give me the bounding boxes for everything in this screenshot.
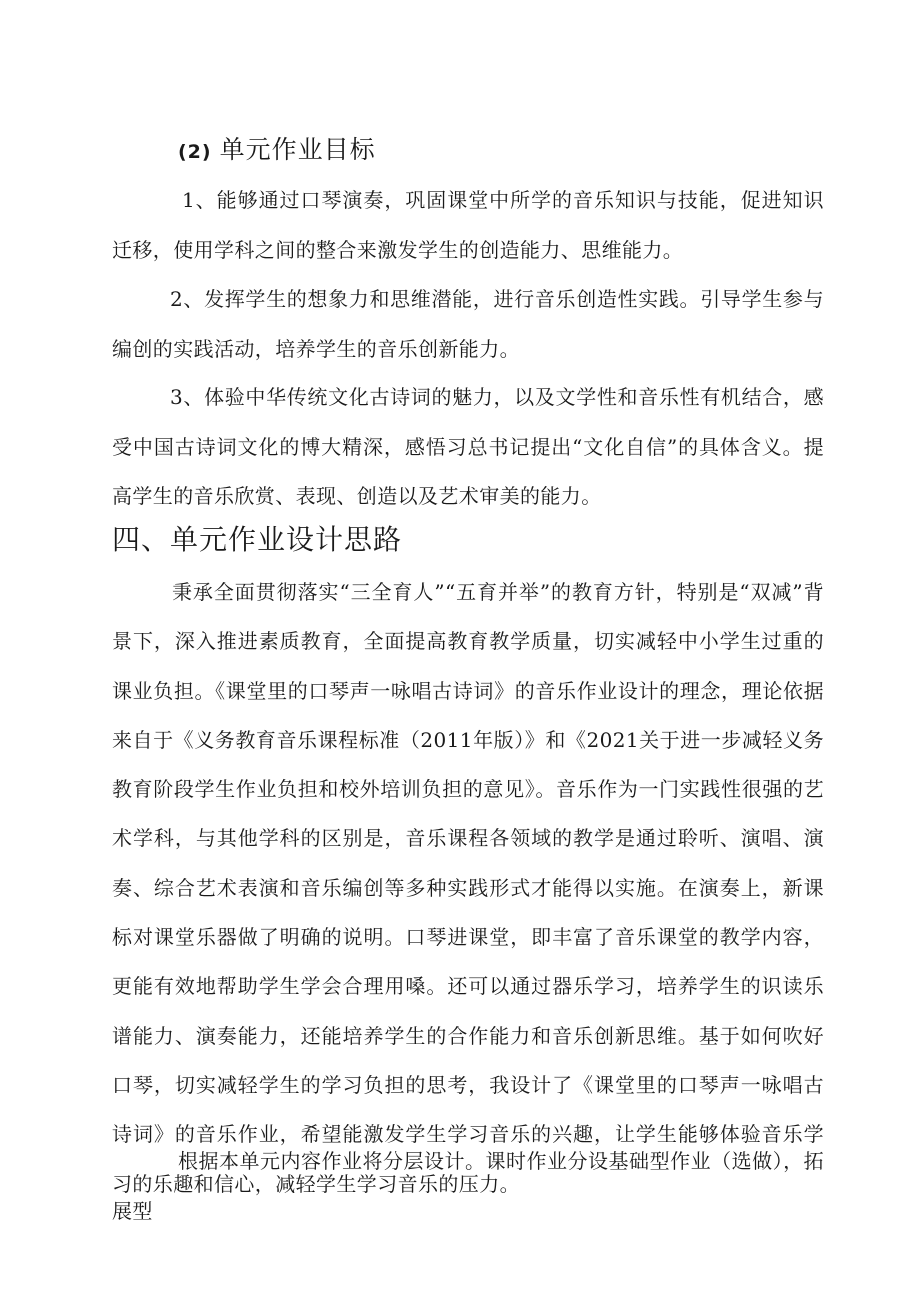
goal-paragraph-2: 2、发挥学生的想象力和思维潜能，进行音乐创造性实践。引导学生参与编创的实践活动，培养学生的音乐创新能力。 xyxy=(112,287,824,361)
design-ideas-paragraph-1: 秉承全面贯彻落实“三全育人”“五育并举”的教育方针，特别是“双减”背景下，深入推进素质教育，全面提高教育教学质量，切实减轻中小学生过重的课业负担。《课堂里的口琴声一咏唱古诗词》的音乐作业设计的理念，理论依据来自于《义务教育音乐课程标准（2011年版）》和《2021关于进一步减轻义务教育阶段学生作业负担和校外培训负担的意见》。音乐作为一门实践性很强的艺术学科，与其他学科的区别是，音乐课程各领域的教学是通过聆听、演唱、演奏、综合艺术表演和音乐编创等多种实践形式才能得以实施。在演奏上，新课标对课堂乐器做了明确的说明。口琴进课堂，即丰富了音乐课堂的教学内容，更能有效地帮助学生学会合理用嗓。还可以通过器乐学习，培养学生的识读乐谱能力、演奏能力，还能培养学生的合作能力和音乐创新思维。基于如何吹好口琴，切实减轻学生的学习负担的思考，我设计了《课堂里的口琴声一咏唱古诗词》的音乐作业，希望能激发学生学习音乐的兴趣，让学生能够体验音乐学习的乐趣和信心，减轻学生学习音乐的压力。 xyxy=(112,580,824,1196)
section-heading-design-ideas: 四、单元作业设计思路 xyxy=(112,523,403,556)
goal-paragraph-3: 3、体验中华传统文化古诗词的魅力，以及文学性和音乐性有机结合，感受中国古诗词文化的博大精深，感悟习总书记提出“文化自信”的具体含义。提高学生的音乐欣赏、表现、创造以及艺术审美的能力。 xyxy=(112,385,824,508)
design-ideas-paragraph-2: 根据本单元内容作业将分层设计。课时作业分设基础型作业（选做），拓展型 xyxy=(112,1149,824,1223)
section-title: 单元作业目标 xyxy=(219,135,376,164)
section-number: (2) xyxy=(178,141,212,163)
goal-paragraph-1: 1、能够通过口琴演奏，巩固课堂中所学的音乐知识与技能，促进知识迁移，使用学科之间的整合来激发学生的创造能力、思维能力。 xyxy=(112,188,824,262)
section-heading-unit-goals xyxy=(178,133,376,169)
